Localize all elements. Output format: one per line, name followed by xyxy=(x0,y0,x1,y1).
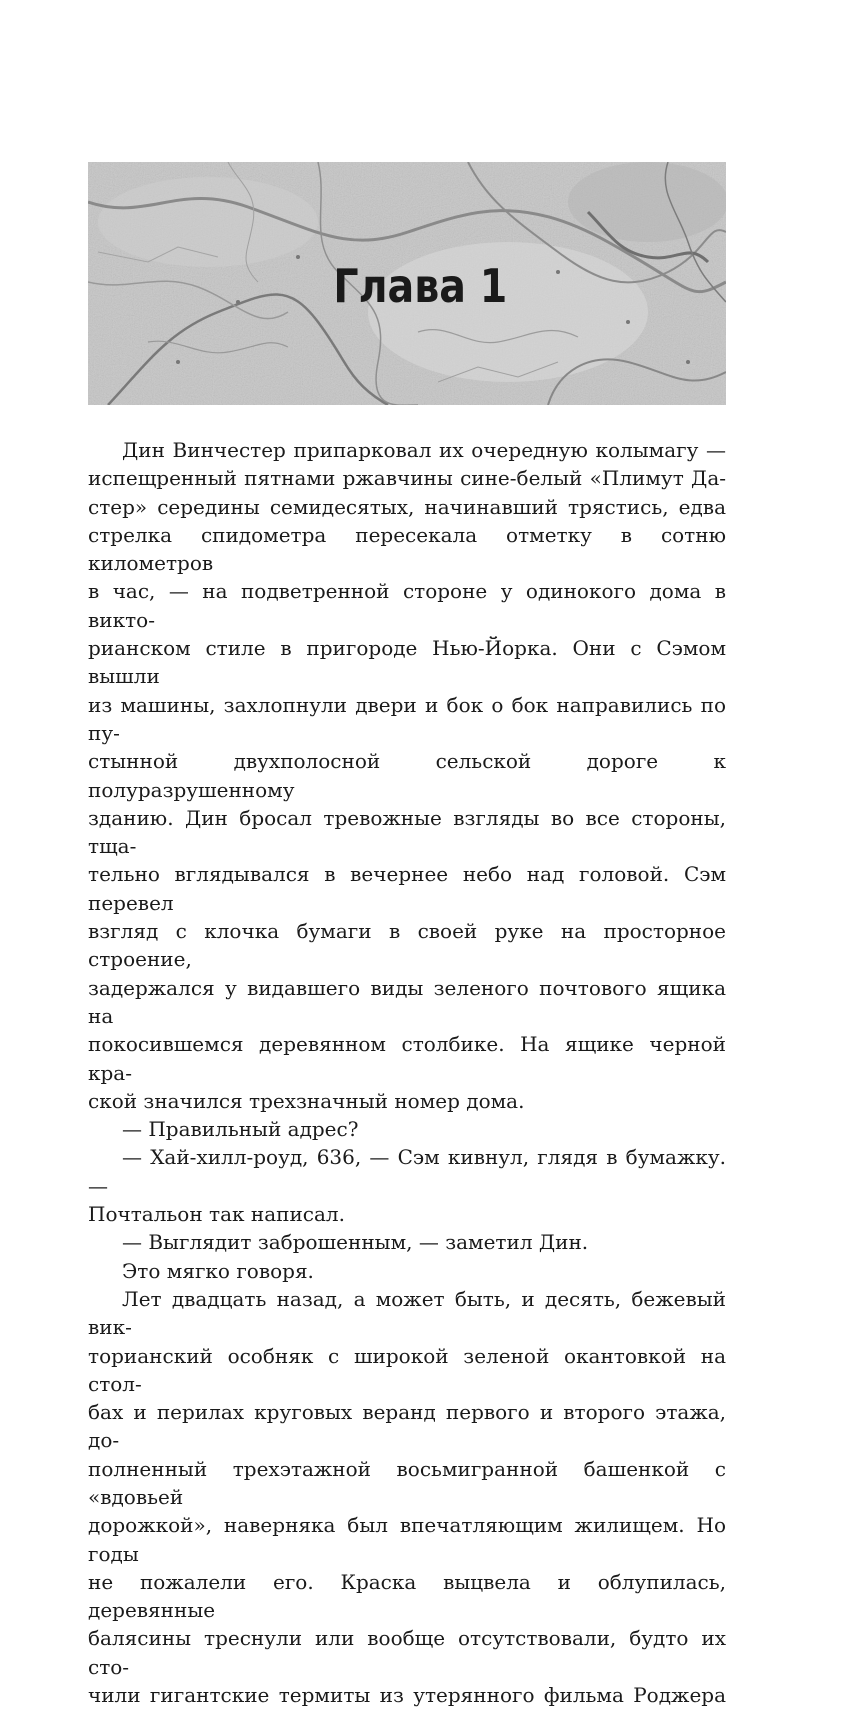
text-line: стер» середины семидесятых, начинавший трястись, едва xyxy=(88,494,726,519)
text-line: Почтальон так написал. xyxy=(88,1202,345,1227)
text-line: рианском стиле в пригороде Нью-Йорка. Они с Сэмом вышли xyxy=(88,636,726,689)
chapter-title: Глава 1 xyxy=(333,259,508,313)
text-line: — Правильный адрес? xyxy=(122,1117,359,1142)
text-line: бах и перилах круговых веранд первого и второго этажа, до- xyxy=(88,1400,726,1453)
text-line: не пожалели его. Краска выцвела и облупилась, деревянные xyxy=(88,1569,726,1623)
text-line: из машины, захлопнули двери и бок о бок направились по пу- xyxy=(88,692,726,745)
text-line: Лет двадцать назад, а может быть, и десять, бежевый вик- xyxy=(88,1286,726,1340)
chapter-body-text xyxy=(88,436,726,1709)
text-line: Это мягко говоря. xyxy=(122,1258,314,1283)
text-line: — Хай-хилл-роуд, 636, — Сэм кивнул, глядя в бумажку. — xyxy=(88,1145,726,1198)
text-line: покосившемся деревянном столбике. На ящике черной кра- xyxy=(88,1032,726,1085)
text-line: — Выглядит заброшенным, — заметил Дин. xyxy=(122,1230,589,1255)
text-line: взгляд с клочка бумаги в своей руке на просторное строение, xyxy=(88,919,726,972)
text-line: зданию. Дин бросал тревожные взгляды во все стороны, тща- xyxy=(88,805,726,859)
text-line: торианский особняк с широкой зеленой окантовкой на стол- xyxy=(88,1343,726,1396)
text-line: Дин Винчестер припарковал их очередную колымагу — xyxy=(122,438,726,462)
text-line: ской значился трехзначный номер дома. xyxy=(88,1088,525,1113)
text-line: стынной двухполосной сельской дороге к полуразрушенному xyxy=(88,749,726,802)
text-line: дорожкой», наверняка был впечатляющим жилищем. Но годы xyxy=(88,1513,726,1566)
text-line: стрелка спидометра пересекала отметку в сотню километров xyxy=(88,522,726,576)
text-line: балясины треснули или вообще отсутствовали, будто их сто- xyxy=(88,1626,726,1679)
text-line: задержался у видавшего виды зеленого почтового ящика на xyxy=(88,975,726,1028)
text-line: испещренный пятнами ржавчины сине-белый «Плимут Да- xyxy=(88,466,726,491)
text-line: тельно вглядывался в вечернее небо над головой. Сэм перевел xyxy=(88,862,726,915)
text-line: чили гигантские термиты из утерянного фильма Роджера xyxy=(88,1683,726,1708)
text-line: в час, — на подветренной стороне у одинокого дома в викто- xyxy=(88,579,726,632)
text-line: полненный трехэтажной восьмигранной башенкой с «вдовьей xyxy=(88,1456,726,1509)
